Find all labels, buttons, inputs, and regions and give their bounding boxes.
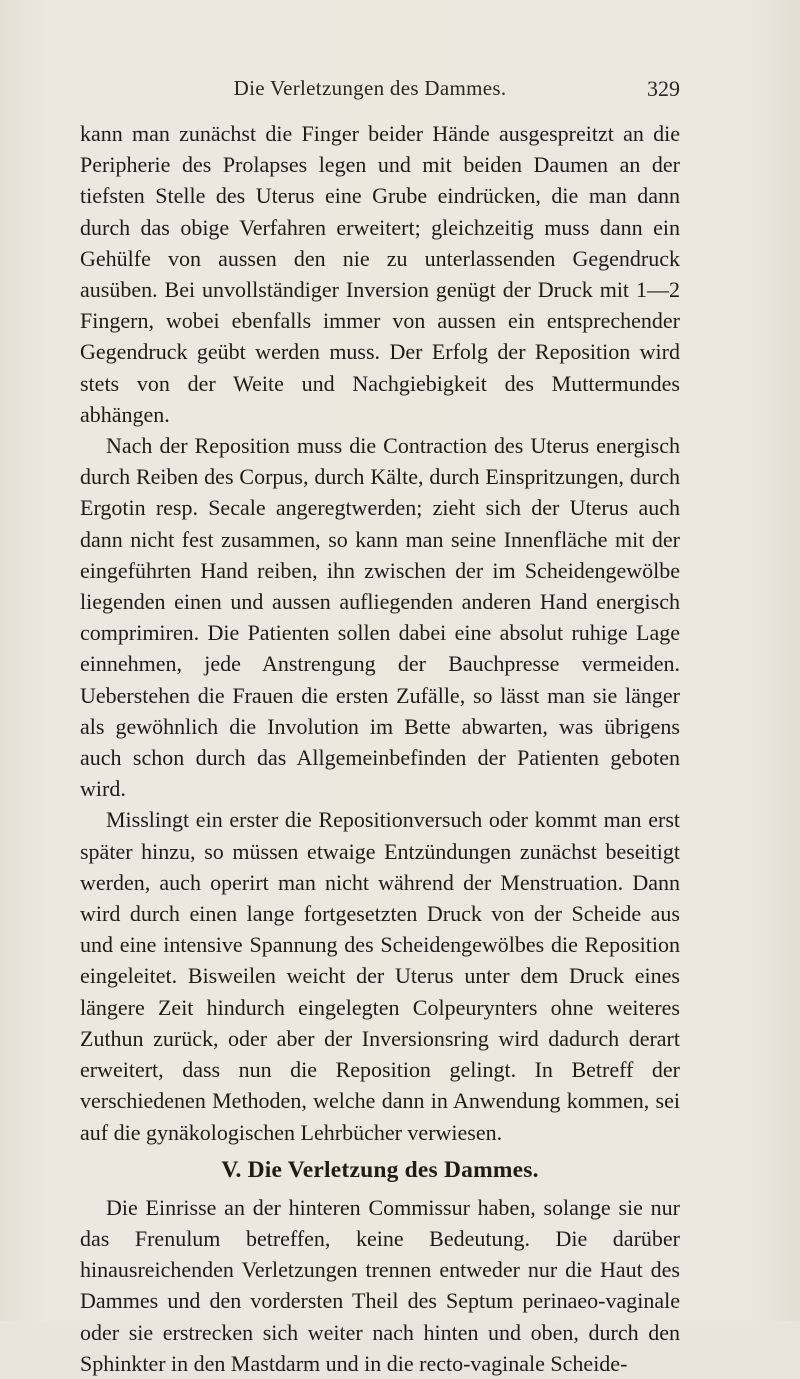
page-header	[80, 76, 680, 108]
page-number: 329	[647, 76, 680, 101]
paragraph: Misslingt ein erster die Repositionversuch oder kommt man erst später hinzu, so müssen etwaige Entzündungen zunächst beseitigt werden, auch operirt man nicht während der Menstruation. Dann wird durch einen lange fortgesetzten Druck von der Scheide aus und eine intensive Spannung des Scheidengewölbes die Reposition eingeleitet. Bisweilen weicht der Uterus unter dem Druck eines längere Zeit hindurch eingelegten Colpeurynters ohne weiteres Zuthun zurück, oder aber der Inversionsring wird dadurch derart erweitert, dass nun die Reposition gelingt. In Betreff der verschiedenen Methoden, welche dann in Anwendung kommen, sei auf die gynäkologischen Lehrbücher verwiesen.	[80, 807, 680, 1145]
paragraph: Nach der Reposition muss die Contraction des Uterus energisch durch Reiben des Corpus, durch Kälte, durch Einspritzungen, durch Ergotin resp. Secale angeregtwerden; zieht sich der Uterus auch dann nicht fest zusammen, so kann man seine Innenfläche mit der eingeführten Hand reiben, ihn zwischen der im Scheidengewölbe liegenden einen und aussen aufliegenden anderen Hand energisch comprimiren. Die Patienten sollen dabei eine absolut ruhige Lage einnehmen, jede Anstrengung der Bauchpresse vermeiden. Ueberstehen die Frauen die ersten Zufälle, so lässt man sie länger als gewöhnlich die Involution im Bette abwarten, was übrigens auch schon durch das Allgemeinbefinden der Patienten geboten wird.	[80, 433, 680, 802]
page-body	[80, 118, 680, 1379]
running-title: Die Verletzungen des Dammes.	[233, 76, 507, 100]
paragraph-continued: kann man zunächst die Finger beider Hände ausgespreitzt an die Peripherie des Prolapses legen und mit beiden Daumen an der tiefsten Stelle des Uterus eine Grube eindrücken, die man dann durch das obige Verfahren erweitert; gleichzeitig muss dann ein Gehülfe von aussen den nie zu unterlassenden Gegendruck ausüben. Bei unvollständiger Inversion genügt der Druck mit 1—2 Fingern, wobei ebenfalls immer von aussen ein entsprechender Gegendruck geübt werden muss. Der Erfolg der Reposition wird stets von der Weite und Nachgiebigkeit des Muttermundes abhängen.	[80, 121, 680, 427]
section-heading: V. Die Verletzung des Dammes.	[221, 1156, 539, 1183]
paragraph: Die Einrisse an der hinteren Commissur haben, solange sie nur das Frenulum betreffen, keine Bedeutung. Die darüber hinausreichenden Verletzungen trennen entweder nur die Haut des Dammes und den vordersten Theil des Septum perinaeo-vaginale oder sie erstrecken sich weiter nach hinten und oben, durch den Sphinkter in den Mastdarm und in die recto-vaginale Scheide-	[80, 1194, 680, 1376]
